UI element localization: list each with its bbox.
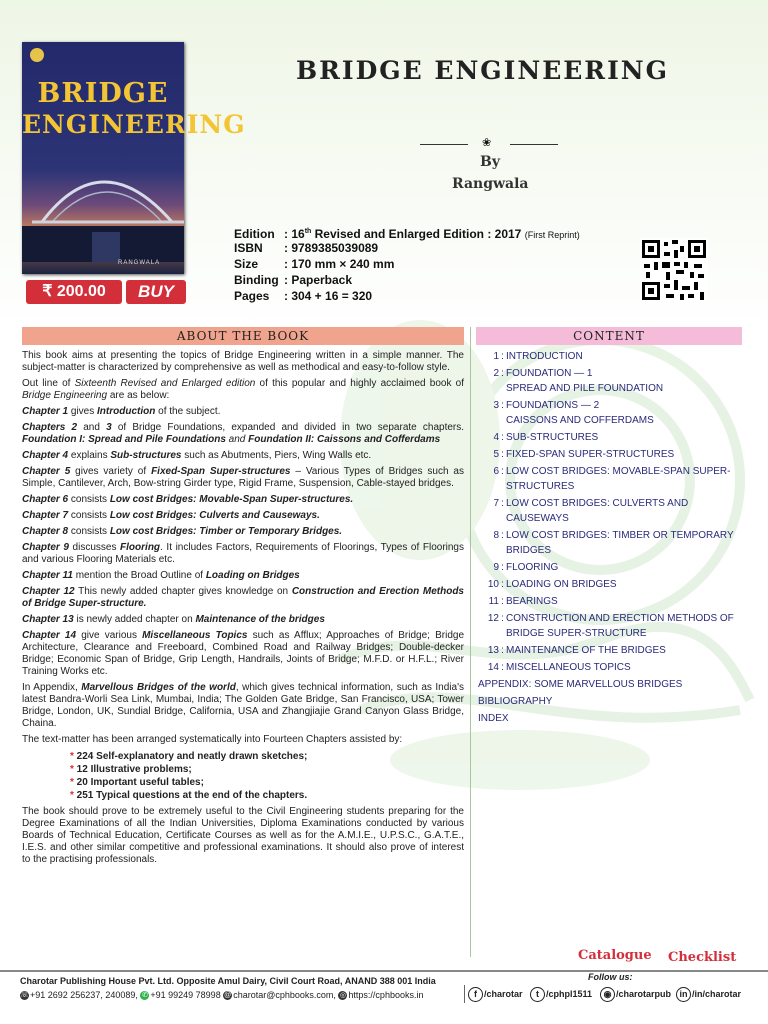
size-row: Size : 170 mm × 240 mm [234,257,395,271]
book-title: BRIDGE ENGINEERING [296,56,669,85]
toc-line: MAINTENANCE OF THE BRIDGES [506,645,666,656]
about-closing: The book should prove to be extremely useful to the Civil Engineering students preparing for the Degree Examinations of all the Indian Universities, Diploma Examinations conducted by various Boards of Technical Education, Certificate Courses as well as for the A.M.I.E., U.P.S.C., G.A.T.E., I.E.S. and other similar competitive and professional examinations. It should also prove of interest to the practising professionals. [22,806,464,865]
chapter-2-3-desc: Chapters 2 and 3 of Bridge Foundations, expanded and divided in two separate chapters. Foundation I: Spread and Pile Foundations and Foundation II: Caissons and Cofferdams [22,422,465,445]
flower-icon: ❀ [482,137,492,149]
toc-separator: : [501,368,504,379]
toc-number: 10 [487,579,499,590]
chapter-13-desc: Chapter 13 is newly added chapter on Maintenance of the bridges [22,614,325,625]
toc-line: FIXED-SPAN SUPER-STRUCTURES [506,449,675,460]
instagram-link[interactable]: ◉ /charotarpub [600,986,671,1002]
about-header: ABOUT THE BOOK [22,327,464,345]
toc-separator: : [501,351,504,362]
toc-number: 7 [493,498,499,509]
facebook-icon: f [468,987,483,1002]
footer-address: Charotar Publishing House Pvt. Ltd. Opposite Amul Dairy, Civil Court Road, ANAND 388 001 India [20,976,436,986]
chapter-7-desc: Chapter 7 consists Low cost Bridges: Culverts and Causeways. [22,510,320,521]
phone-icon: ☏ [20,992,29,1000]
chapter-4-desc: Chapter 4 explains Sub-structures such as Abutments, Piers, Wing Walls etc. [22,450,372,461]
toc-index[interactable]: INDEX [478,713,509,724]
whatsapp-icon: ✆ [141,992,148,1000]
toc-line: LOW COST BRIDGES: MOVABLE-SPAN SUPER- [506,466,731,477]
toc-item[interactable] [478,349,744,364]
toc-number: 9 [493,562,499,573]
list-item: * 20 Important useful tables; [70,777,204,788]
toc-separator: : [501,596,504,607]
toc-text [506,398,744,428]
toc-line: FOUNDATION — 1 [506,368,593,379]
toc-item[interactable] [478,464,744,494]
toc-text [506,660,744,675]
bridge-illustration-icon [22,152,184,262]
checklist-link[interactable]: Checklist [668,950,737,965]
toc-separator: : [501,432,504,443]
feature-list [22,750,464,802]
toc-line: FOUNDATIONS — 2 [506,400,600,411]
chapter-5-desc: Chapter 5 gives variety of Fixed-Span Super-structures – Various Types of Bridges such as Simple, Cantilever, Arch, Bow-string Girder type, Rigid Frame, Suspension, Cable-stayed bridges. [22,466,464,489]
toc-separator: : [501,530,504,541]
toc-number: 1 [493,351,499,362]
toc-number: 3 [493,400,499,411]
toc-line: LOW COST BRIDGES: CULVERTS AND CAUSEWAYS [506,498,689,524]
chapter-6-desc: Chapter 6 consists Low cost Bridges: Movable-Span Super-structures. [22,494,354,505]
toc-number: 4 [493,432,499,443]
toc-item[interactable] [478,366,744,396]
toc-line: LOADING ON BRIDGES [506,579,617,590]
linkedin-link[interactable]: in /in/charotar [676,986,741,1002]
toc-number: 6 [493,466,499,477]
cover-title-line2: ENGINEERING [22,110,246,139]
toc-line: FLOORING [506,562,559,573]
toc-bibliography[interactable]: BIBLIOGRAPHY [478,696,553,707]
toc-text [506,349,744,364]
toc-appendix[interactable]: APPENDIX: SOME MARVELLOUS BRIDGES [478,679,683,690]
binding-row: Binding : Paperback [234,273,353,287]
text-matter-desc: The text-matter has been arranged systematically into Fourteen Chapters assisted by: [22,734,403,745]
toc-line: INTRODUCTION [506,351,583,362]
table-of-contents [478,349,744,728]
toc-separator: : [501,613,504,624]
by-label: By [480,154,500,170]
chapter-14-desc: Chapter 14 give various Miscellaneous Topics such as Afflux; Approaches of Bridge; Bridge Architecture, Clearance and Freeboard, Combined Road and Railway Bridges; Double-decker Bridge; Economic Span of Bridge, Grip Length, Handrails, Joints of Bridge; M.F.D. or H.F.L.; River Training Works etc. [22,630,465,677]
toc-item[interactable] [478,611,744,641]
toc-number: 11 [488,596,499,607]
chapter-8-desc: Chapter 8 consists Low cost Bridges: Timber or Temporary Bridges. [22,526,343,537]
book-details [234,224,580,304]
toc-item[interactable] [478,398,744,428]
toc-number: 2 [493,368,499,379]
list-item: * 224 Self-explanatory and neatly drawn sketches; [70,751,308,762]
toc-line: CONSTRUCTION AND ERECTION METHODS OF [506,613,734,624]
toc-number: 8 [493,530,499,541]
twitter-link[interactable]: t /cphpl1511 [530,986,592,1002]
website-link[interactable]: https://cphbooks.in [348,990,424,1000]
globe-icon: ◎ [339,992,346,1000]
toc-text [506,447,744,462]
toc-separator: : [501,562,504,573]
toc-number: 13 [487,645,499,656]
catalogue-link[interactable]: Catalogue [578,948,652,963]
buy-button[interactable]: BUY [126,280,186,304]
toc-separator: : [501,466,504,477]
linkedin-icon: in [676,987,691,1002]
toc-line: SPREAD AND PILE FOUNDATION [506,383,664,394]
whatsapp-number[interactable]: +91 99249 78998 [150,990,221,1000]
toc-separator: : [501,662,504,673]
cover-author: RANGWALA [118,260,161,266]
toc-line: BEARINGS [506,596,558,607]
chapter-1-desc: Chapter 1 gives Introduction of the subject. [22,406,221,417]
toc-text [506,577,744,592]
toc-line: MISCELLANEOUS TOPICS [506,662,631,673]
facebook-link[interactable]: f /charotar [468,986,523,1002]
email-link[interactable]: charotar@cphbooks.com, [233,990,336,1000]
column-divider [470,327,471,957]
toc-line: CAISSONS AND COFFERDAMS [506,415,654,426]
toc-separator: : [501,579,504,590]
toc-text [506,464,744,494]
toc-line: STRUCTURES [506,481,575,492]
toc-line: SUB-STRUCTURES [506,432,599,443]
book-cover[interactable] [22,42,246,274]
chapter-12-desc: Chapter 12 This newly added chapter gives knowledge on Construction and Erection Methods of Bridge Super-structure. [22,586,464,609]
chapter-11-desc: Chapter 11 mention the Broad Outline of Loading on Bridges [22,570,300,581]
isbn-row: ISBN : 9789385039089 [234,241,379,255]
toc-item[interactable] [478,577,744,592]
email-icon: @ [224,992,232,1000]
instagram-icon: ◉ [600,987,615,1002]
about-text [22,350,464,870]
toc-text [506,594,744,609]
toc-item[interactable] [478,643,744,658]
toc-separator: : [501,400,504,411]
footer-separator [464,985,465,1003]
toc-item[interactable] [478,496,744,526]
twitter-icon: t [530,987,545,1002]
toc-text [506,366,744,396]
toc-item[interactable] [478,430,744,445]
toc-item[interactable] [478,447,744,462]
follow-label: Follow us: [588,972,633,982]
list-item: * 12 Illustrative problems; [70,764,192,775]
list-item: * 251 Typical questions at the end of the chapters. [70,790,308,801]
toc-item[interactable] [478,594,744,609]
toc-item[interactable] [478,528,744,558]
cover-title-line1: BRIDGE [37,78,169,109]
pages-row: Pages : 304 + 16 = 320 [234,289,373,303]
toc-separator: : [501,645,504,656]
footer-contacts [20,990,423,1000]
toc-separator: : [501,449,504,460]
phone-numbers: +91 2692 256237, 240089, [30,990,138,1000]
toc-line: LOW COST BRIDGES: TIMBER OR TEMPORARY [506,530,734,541]
edition-row: Edition : 16th Revised and Enlarged Edition : 2017 (First Reprint) [234,227,580,241]
toc-line: BRIDGES [506,545,552,556]
qr-code-icon[interactable] [640,238,708,302]
price-tag: ₹ 200.00 [26,280,122,304]
toc-text [506,430,744,445]
about-intro: This book aims at presenting the topics of Bridge Engineering written in a simple manner. The subject-matter is characterized by comprehensive as well as methodical and easy-to-follow style. [22,350,464,373]
toc-number: 12 [487,613,499,624]
appendix-desc: In Appendix, Marvellous Bridges of the world, which gives technical information, such as India's latest Bandra-Worli Sea Link, Mumbai, India; The Golden Gate Bridge, San Francisco, USA; Tower Bridge, London, UK, Sundial Bridge, California, USA and Zhangjiajie Grand Canyon Glass Bridge, Chaina. [22,682,464,729]
toc-item[interactable] [478,660,744,675]
toc-item[interactable] [478,560,744,575]
toc-number: 5 [493,449,499,460]
toc-text [506,643,744,658]
toc-line: BRIDGE SUPER-STRUCTURE [506,628,647,639]
title-ornament [420,138,558,150]
author-name: Rangwala [452,176,529,192]
content-header: CONTENT [476,327,742,345]
toc-text [506,528,744,558]
publisher-logo-icon [30,48,44,62]
toc-text [506,496,744,526]
chapter-9-desc: Chapter 9 discusses Flooring. It includes Factors, Requirements of Floorings, Types of Floorings and various Flooring Materials etc. [22,542,464,565]
toc-text [506,560,744,575]
footer-divider [0,970,768,972]
toc-number: 14 [487,662,499,673]
about-outline: Out line of Sixteenth Revised and Enlarged edition of this popular and highly acclaimed book of Bridge Engineering are as below: [22,378,464,401]
toc-text [506,611,744,641]
toc-separator: : [501,498,504,509]
